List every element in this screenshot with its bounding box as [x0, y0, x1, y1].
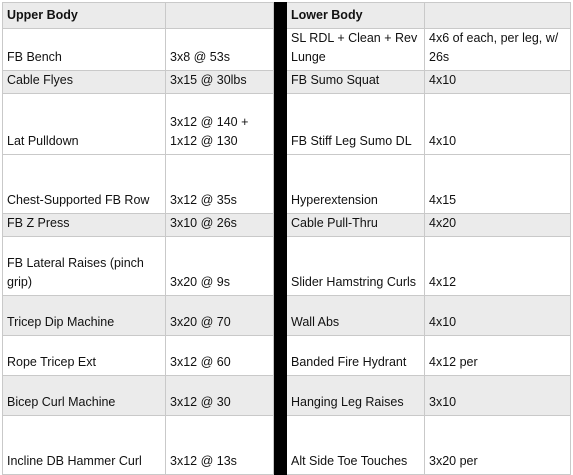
upper-exercise-cell: Chest-Supported FB Row [3, 155, 166, 214]
column-divider [274, 3, 287, 29]
upper-sets-cell: 3x20 @ 9s [166, 237, 274, 296]
upper-exercise-cell: Cable Flyes [3, 71, 166, 94]
lower-exercise-cell: Wall Abs [287, 296, 425, 336]
table-row [3, 155, 571, 214]
table-row [3, 416, 571, 475]
header-row [3, 3, 571, 29]
column-divider [274, 237, 287, 296]
lower-sets-header [425, 3, 571, 29]
upper-sets-cell: 3x20 @ 70 [166, 296, 274, 336]
upper-exercise-cell: Bicep Curl Machine [3, 376, 166, 416]
column-divider [274, 376, 287, 416]
lower-exercise-cell: Hanging Leg Raises [287, 376, 425, 416]
upper-sets-cell: 3x15 @ 30lbs [166, 71, 274, 94]
column-divider [274, 71, 287, 94]
workout-table [2, 2, 571, 475]
lower-sets-cell: 4x20 [425, 214, 571, 237]
upper-exercise-cell: Lat Pulldown [3, 94, 166, 155]
upper-sets-cell: 3x10 @ 26s [166, 214, 274, 237]
table-row [3, 29, 571, 71]
lower-exercise-cell: FB Stiff Leg Sumo DL [287, 94, 425, 155]
lower-exercise-cell: Hyperextension [287, 155, 425, 214]
table-row [3, 237, 571, 296]
table-row [3, 336, 571, 376]
column-divider [274, 155, 287, 214]
lower-sets-cell: 4x10 [425, 296, 571, 336]
upper-exercise-cell: Rope Tricep Ext [3, 336, 166, 376]
upper-sets-cell: 3x8 @ 53s [166, 29, 274, 71]
table-row [3, 94, 571, 155]
lower-exercise-cell: Banded Fire Hydrant [287, 336, 425, 376]
column-divider [274, 94, 287, 155]
lower-sets-cell: 4x12 per [425, 336, 571, 376]
column-divider [274, 29, 287, 71]
upper-exercise-cell: Tricep Dip Machine [3, 296, 166, 336]
column-divider [274, 336, 287, 376]
upper-sets-cell: 3x12 @ 140 + 1x12 @ 130 [166, 94, 274, 155]
lower-sets-cell: 3x20 per [425, 416, 571, 475]
lower-sets-cell: 4x12 [425, 237, 571, 296]
upper-sets-cell: 3x12 @ 13s [166, 416, 274, 475]
upper-body-header: Upper Body [3, 3, 166, 29]
column-divider [274, 214, 287, 237]
upper-exercise-cell: FB Bench [3, 29, 166, 71]
lower-sets-cell: 4x6 of each, per leg, w/ 26s [425, 29, 571, 71]
upper-sets-cell: 3x12 @ 35s [166, 155, 274, 214]
lower-body-header: Lower Body [287, 3, 425, 29]
upper-exercise-cell: FB Z Press [3, 214, 166, 237]
lower-exercise-cell: SL RDL + Clean + Rev Lunge [287, 29, 425, 71]
table-row [3, 296, 571, 336]
lower-sets-cell: 3x10 [425, 376, 571, 416]
table-row [3, 376, 571, 416]
upper-sets-cell: 3x12 @ 60 [166, 336, 274, 376]
column-divider [274, 416, 287, 475]
upper-sets-cell: 3x12 @ 30 [166, 376, 274, 416]
lower-exercise-cell: Slider Hamstring Curls [287, 237, 425, 296]
lower-sets-cell: 4x10 [425, 71, 571, 94]
upper-sets-header [166, 3, 274, 29]
column-divider [274, 296, 287, 336]
lower-sets-cell: 4x15 [425, 155, 571, 214]
table-row [3, 214, 571, 237]
lower-exercise-cell: Cable Pull-Thru [287, 214, 425, 237]
upper-exercise-cell: FB Lateral Raises (pinch grip) [3, 237, 166, 296]
table-row [3, 71, 571, 94]
lower-sets-cell: 4x10 [425, 94, 571, 155]
upper-exercise-cell: Incline DB Hammer Curl [3, 416, 166, 475]
lower-exercise-cell: FB Sumo Squat [287, 71, 425, 94]
lower-exercise-cell: Alt Side Toe Touches [287, 416, 425, 475]
